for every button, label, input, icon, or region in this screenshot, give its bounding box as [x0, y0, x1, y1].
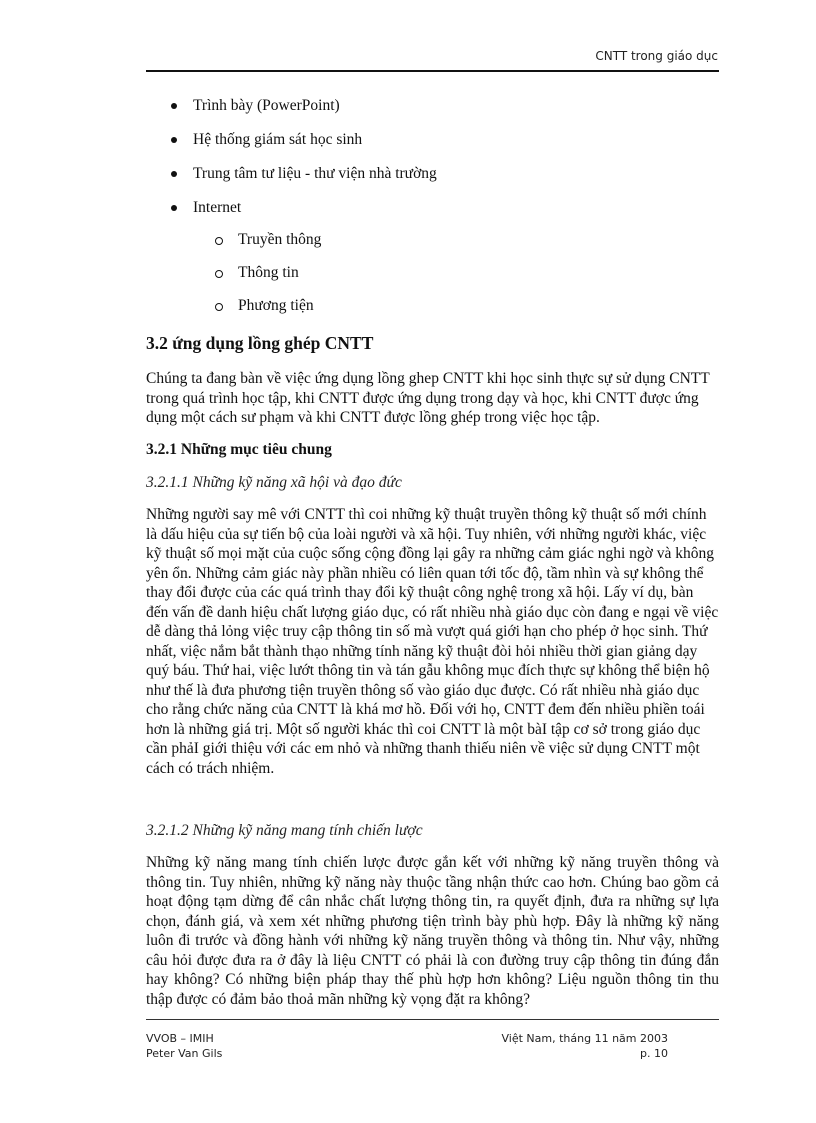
bullet-item: Trung tâm tư liệu - thư viện nhà trường: [146, 164, 719, 198]
footer-right: [502, 1031, 668, 1061]
footer-left: [146, 1031, 222, 1061]
sub-bullet-item: Thông tin: [146, 263, 719, 296]
footer-author: Peter Van Gils: [146, 1047, 223, 1060]
subsubsection-heading: 3.2.1.2 Những kỹ năng mang tính chiến lược: [146, 822, 423, 839]
header-rule: [146, 70, 719, 72]
footer-place-date: Việt Nam, tháng 11 năm 2003: [501, 1032, 668, 1045]
section-paragraph: Chúng ta đang bàn về việc ứng dụng lồng ghep CNTT khi học sinh thực sự sử dụng CNTT trong quá trình học tập, khi CNTT được ứng dụng trong dạy và học, khi CNTT được ứng dụng một cách sư phạm và khi CNTT được lồng ghép trong việc học tập.: [146, 370, 710, 426]
bullet-item: Internet: [146, 198, 719, 230]
sub-bullet-item: Phương tiện: [146, 296, 719, 329]
footer-org: VVOB – IMIH: [146, 1032, 214, 1045]
section-heading: 3.2 ứng dụng lồng ghép CNTT: [146, 333, 374, 353]
section-paragraph: Những người say mê với CNTT thì coi những kỹ thuật truyền thông kỹ thuật số mới chính là dấu hiệu của sự tiến bộ của loài người và xã hội. Tuy nhiên, với những người khác, việc kỹ thuật số mọi mặt của cuộc sống cộng đồng lại gây ra những cảm giác nghi ngờ và không yên ổn. Những cảm giác này phần nhiều có liên quan tới tốc độ, tầm nhìn và sự không thể thay đổi được của các quá trình thay đổi kỹ thuật công nghệ trong xã hội. Lấy ví dụ, bàn đến vấn đề danh hiệu chất lượng giáo dục, có rất nhiều nhà giáo dục còn đang e ngại về việc dễ dàng thả lỏng việc truy cập thông tin số mà vượt quá giới hạn cho phép ở học sinh. Thứ nhất, việc nắm bắt thành thạo những tính năng kỹ thuật đòi hỏi nhiều thời gian giảng dạy quý báu. Thứ hai, việc lướt thông tin và tán gẫu không mục đích thực sự không thể biện hộ như thế là đưa phương tiện truyền thông số vào giáo dục được. Có rất nhiều nhà giáo dục cho rằng chức năng của CNTT là khá mơ hồ. Đối với họ, CNTT đem đến nhiều phiền toái hơn là những giá trị. Một số người khác thì coi CNTT là một bàI tập cơ sở trong giáo dục cần phảI giới thiệu với các em nhỏ và những thanh thiếu niên về việc sử dụng CNTT một cách có trách nhiệm.: [146, 506, 719, 777]
bullet-item: Hệ thống giám sát học sinh: [146, 130, 719, 164]
bullet-list: [146, 96, 719, 329]
running-header-title: CNTT trong giáo dục: [595, 49, 718, 63]
page-number: p. 10: [640, 1047, 668, 1060]
subsubsection-heading: 3.2.1.1 Những kỹ năng xã hội và đạo đức: [146, 474, 402, 491]
subsection-heading: 3.2.1 Những mục tiêu chung: [146, 441, 332, 458]
section-paragraph: Những kỹ năng mang tính chiến lược được gắn kết với những kỹ năng truyền thông và thông tin. Tuy nhiên, những kỹ năng này thuộc tầng nhận thức cao hơn. Chúng bao gồm cả hoạt động tạm dừng để cân nhắc chất lượng thông tin, ra quyết định, đưa ra những sự lựa chọn, đánh giá, và xem xét những phương tiện trình bày phù hợp. Đây là những kỹ năng luôn đi trước và đồng hành với những kỹ năng truyền thông và thông tin. Như vậy, những câu hỏi được đưa ra ở đây là liệu CNTT có phải là con đường truy cập thông tin đúng đắn hay không? Có những biện pháp thay thế phù hợp hơn không? Liệu nguồn thông tin thu thập được có đảm bảo thoả mãn những kỳ vọng đặt ra không?: [146, 854, 719, 1008]
sub-bullet-item: Truyền thông: [146, 230, 719, 263]
footer-rule: [146, 1019, 719, 1020]
bullet-item: Trình bày (PowerPoint): [146, 96, 719, 130]
